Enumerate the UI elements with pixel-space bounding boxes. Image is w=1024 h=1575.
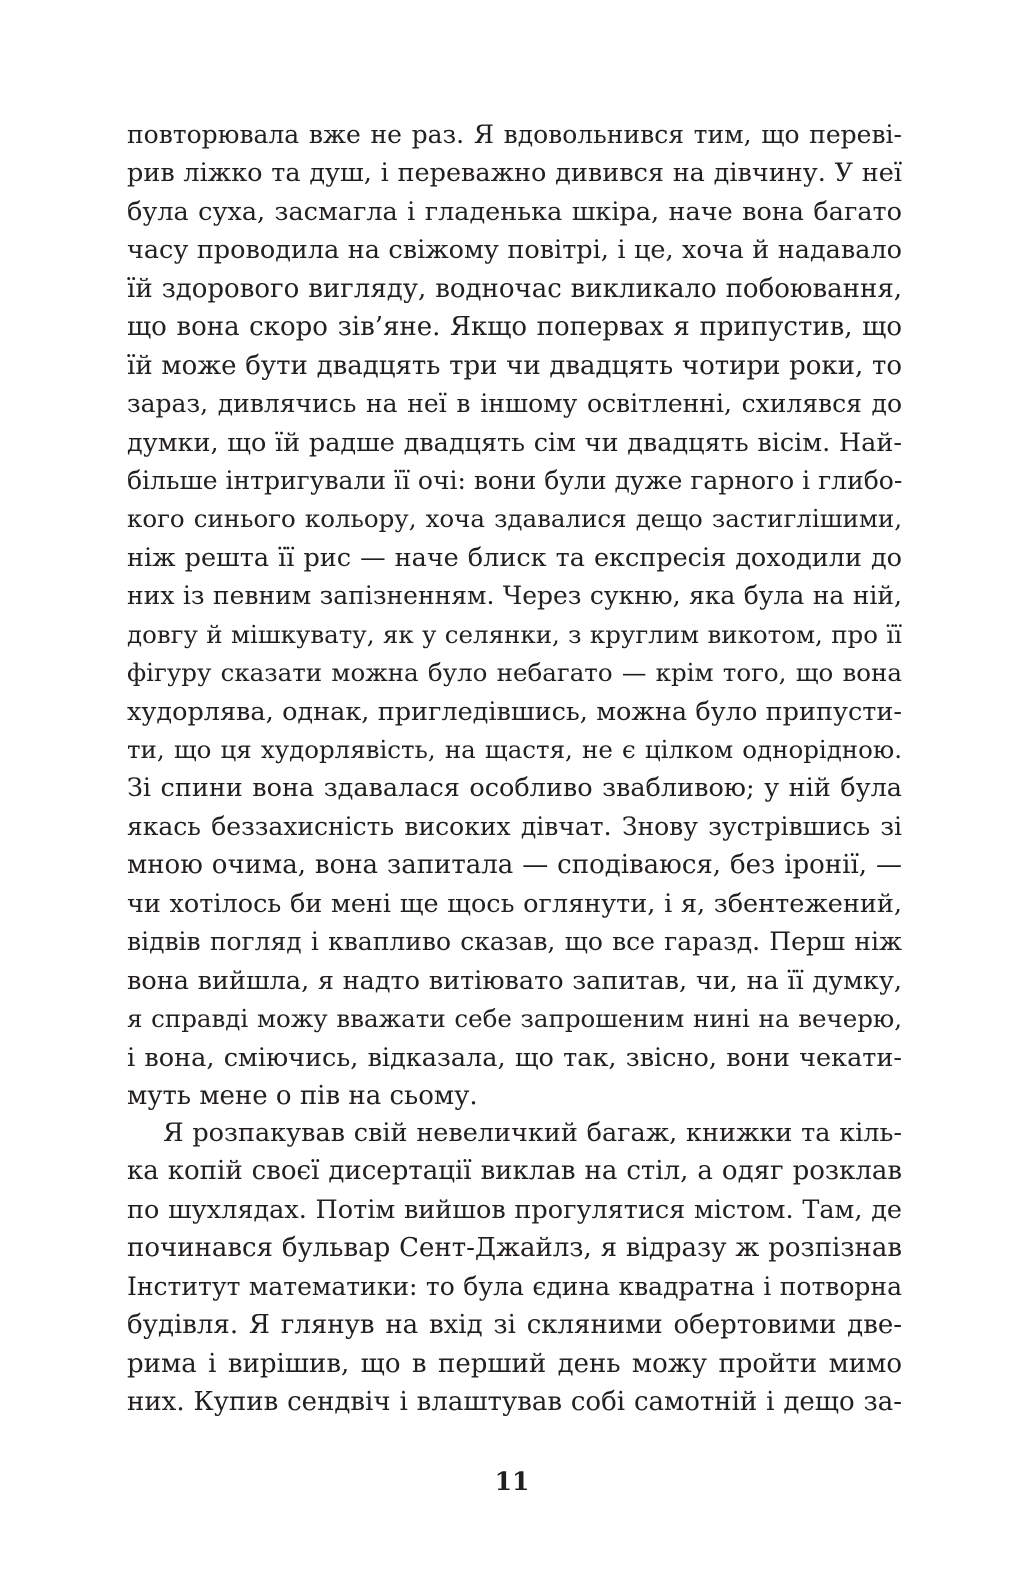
text-line: будівля. Я глянув на вхід зі скляними обертовими две-	[127, 1310, 902, 1341]
text-line: них із певним запізненням. Через сукню, яка була на ній,	[127, 581, 902, 611]
text-line: вона вийшла, я надто витіювато запитав, чи, на її думку,	[127, 965, 902, 996]
text-line: мною очима, вона запитала — сподіваюся, без іронії, —	[127, 850, 902, 881]
text-line: худорлява, однак, пригледівшись, можна було припусти-	[127, 696, 902, 727]
paragraph-1	[127, 116, 902, 1115]
text-line: них. Купив сендвіч і влаштував собі самотній і дещо за-	[127, 1387, 902, 1418]
text-line: чи хотілось би мені ще щось оглянути, і я, збентежений,	[127, 888, 902, 919]
text-line: я справді можу вважати себе запрошеним нині на вечерю,	[127, 1004, 902, 1034]
text-line: і вона, сміючись, відказала, що так, звісно, вони чекати-	[127, 1042, 902, 1073]
text-line: ка копій своєї дисертації виклав на стіл, а одяг розклав	[127, 1156, 902, 1187]
text-line: повторювала вже не раз. Я вдовольнився тим, що переві-	[127, 120, 902, 149]
text-line: по шухлядах. Потім вийшов прогулятися містом. Там, де	[127, 1194, 902, 1225]
text-line: Зі спини вона здавалася особливо звабливою; у ній була	[127, 773, 902, 804]
text-line: ти, що ця худорлявість, на щастя, не є цілком однорідною.	[127, 735, 902, 764]
text-line: Я розпакував свій невеличкий багаж, книжки та кіль-	[163, 1118, 902, 1148]
text-line: починався бульвар Сент-Джайлз, я відразу ж розпізнав	[127, 1233, 902, 1264]
text-line: відвів погляд і квапливо сказав, що все гаразд. Перш ніж	[127, 927, 902, 957]
text-line: що вона скоро зів’яне. Якщо попервах я припустив, що	[127, 312, 902, 343]
text-line: фігуру сказати можна було небагато — крім того, що вона	[127, 658, 902, 688]
text-line: ніж решта її рис — наче блиск та експресія доходили до	[127, 542, 902, 573]
text-line: муть мене о пів на сьому.	[127, 1080, 478, 1111]
page-number: 11	[494, 1467, 530, 1496]
text-line: Інститут математики: то була єдина квадратна і потворна	[127, 1271, 902, 1301]
text-line: якась беззахисність високих дівчат. Знову зустрівшись зі	[127, 811, 902, 841]
text-line: більше інтригували її очі: вони були дуже гарного і глибо-	[127, 465, 902, 495]
text-line: довгу й мішкувату, як у селянки, з круглим викотом, про її	[127, 619, 902, 649]
text-line: їй може бути двадцять три чи двадцять чотири роки, то	[127, 350, 902, 381]
text-line: рив ліжко та душ, і переважно дивився на дівчину. У неї	[127, 158, 902, 189]
text-line: була суха, засмагла і гладенька шкіра, наче вона багато	[127, 196, 902, 227]
text-line: рима і вирішив, що в перший день можу пройти мимо	[127, 1348, 902, 1379]
text-line: зараз, дивлячись на неї в іншому освітленні, схилявся до	[127, 389, 902, 419]
text-line: кого синього кольору, хоча здавалися дещо застиглішими,	[127, 504, 902, 534]
text-line: думки, що їй радше двадцять сім чи двадцять вісім. Най-	[127, 427, 902, 458]
paragraph-2	[127, 1114, 902, 1422]
text-line: часу проводила на свіжому повітрі, і це, хоча й надавало	[127, 235, 902, 266]
text-line: їй здорового вигляду, водночас викликало побоювання,	[127, 273, 902, 304]
